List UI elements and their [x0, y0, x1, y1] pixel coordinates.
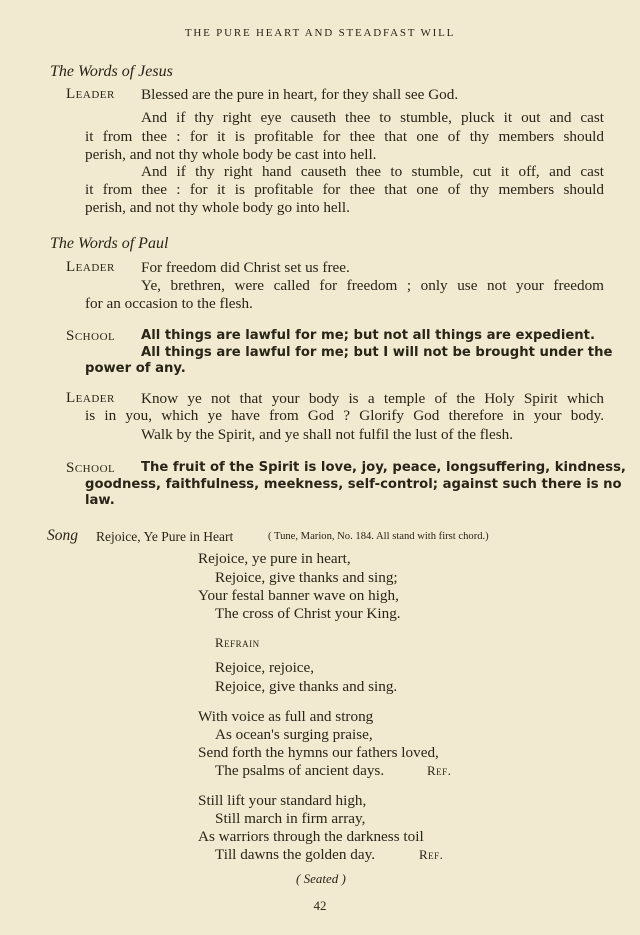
section-heading-paul: The Words of Paul — [50, 235, 169, 252]
speaker-leader: Leader — [66, 390, 115, 406]
text-line: it from thee : for it is profitable for thee that one of thy members should — [85, 181, 604, 198]
text-line: Blessed are the pure in heart, for they shall see God. — [141, 86, 459, 103]
text-line: Ye, brethren, were called for freedom ; only use not your freedom — [141, 277, 604, 294]
song-title: Rejoice, Ye Pure in Heart — [96, 529, 234, 544]
hymn-line: As ocean's surging praise, — [215, 726, 373, 743]
hymn-line: With voice as full and strong — [198, 708, 374, 725]
hymn-line: Rejoice, give thanks and sing; — [215, 569, 398, 586]
song-tune-note: ( Tune, Marion, No. 184. All stand with first chord.) — [268, 531, 489, 542]
text-line-bold: law. — [85, 493, 115, 508]
hymn-line: The psalms of ancient days. — [215, 762, 385, 779]
text-line-bold: All things are lawful for me; but I will not be brought under the — [141, 345, 613, 360]
hymn-line: Till dawns the golden day. — [215, 846, 376, 863]
song-label: Song — [47, 527, 78, 544]
hymn-line: The cross of Christ your King. — [215, 605, 401, 622]
section-heading-jesus: The Words of Jesus — [50, 63, 173, 80]
hymn-line: Rejoice, rejoice, — [215, 659, 315, 676]
text-line: perish, and not thy whole body be cast into hell. — [85, 146, 377, 163]
text-line-bold: goodness, faithfulness, meekness, self-control; against such there is no — [85, 477, 622, 492]
text-line: And if thy right eye causeth thee to stumble, pluck it out and cast — [141, 109, 604, 126]
text-line: And if thy right hand causeth thee to stumble, cut it off, and cast — [141, 163, 604, 180]
text-line-bold: power of any. — [85, 361, 186, 376]
hymn-line: Send forth the hymns our fathers loved, — [198, 744, 439, 761]
hymn-line: Rejoice, give thanks and sing. — [215, 678, 398, 695]
text-line: it from thee : for it is profitable for thee that one of thy members should — [85, 128, 604, 145]
text-line: for an occasion to the flesh. — [85, 295, 253, 312]
text-line: perish, and not thy whole body go into hell. — [85, 199, 350, 216]
hymn-line: As warriors through the darkness toil — [198, 828, 424, 845]
refrain-label: Refrain — [215, 635, 260, 650]
seated-direction: ( Seated ) — [296, 871, 346, 886]
speaker-leader: Leader — [66, 259, 115, 275]
text-line: Know ye not that your body is a temple of the Holy Spirit which — [141, 390, 604, 407]
text-line: is in you, which ye have from God ? Glorify God therefore in your body. — [85, 407, 604, 424]
hymn-line: Still march in firm array, — [215, 810, 366, 827]
hymn-line: Your festal banner wave on high, — [198, 587, 399, 604]
running-header: THE PURE HEART AND STEADFAST WILL — [184, 27, 456, 39]
text-line-bold: All things are lawful for me; but not all things are expedient. — [141, 328, 595, 343]
speaker-school: School — [66, 460, 116, 476]
text-line: Walk by the Spirit, and ye shall not fulfil the lust of the flesh. — [141, 426, 514, 443]
refrain-mark: Ref. — [427, 763, 452, 778]
text-line-bold: The fruit of the Spirit is love, joy, peace, longsuffering, kindness, — [141, 460, 626, 475]
speaker-school: School — [66, 328, 116, 344]
page-number: 42 — [313, 898, 327, 913]
hymn-line: Still lift your standard high, — [198, 792, 367, 809]
refrain-mark: Ref. — [419, 847, 444, 862]
text-line: For freedom did Christ set us free. — [141, 259, 350, 276]
hymn-line: Rejoice, ye pure in heart, — [198, 550, 351, 567]
speaker-leader: Leader — [66, 86, 115, 102]
